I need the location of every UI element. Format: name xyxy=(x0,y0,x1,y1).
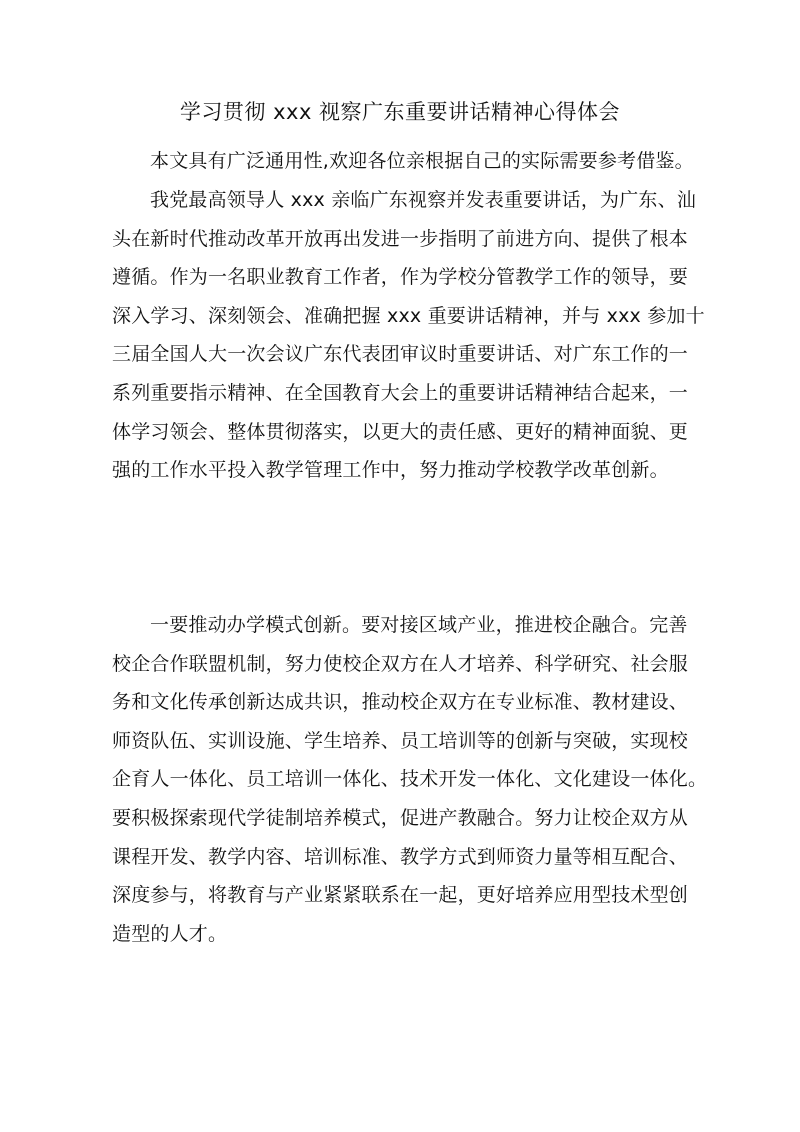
paragraph-line: 深度参与，将教育与产业紧紧联系在一起，更好培养应用型技术型创 xyxy=(112,884,689,907)
paragraph-line: 遵循。作为一名职业教育工作者，作为学校分管教学工作的领导，要 xyxy=(112,266,689,289)
paragraph-2 xyxy=(112,606,708,953)
paragraph-line: 造型的人才。 xyxy=(112,922,228,945)
paragraph-line: 体学习领会、整体贯彻落实，以更大的责任感、更好的精神面貌、更 xyxy=(112,420,689,443)
paragraph-1 xyxy=(112,181,705,490)
paragraph-line: 深入学习、深刻领会、准确把握 xxx 重要讲话精神，并与 xxx 参加十 xyxy=(112,304,705,327)
paragraph-line: 要积极探索现代学徒制培养模式，促进产教融合。努力让校企双方从 xyxy=(112,806,689,829)
paragraph-line: 系列重要指示精神、在全国教育大会上的重要讲话精神结合起来，一 xyxy=(112,381,689,404)
paragraph-line: 强的工作水平投入教学管理工作中，努力推动学校教学改革创新。 xyxy=(112,459,669,482)
paragraph-line: 校企合作联盟机制，努力使校企双方在人才培养、科学研究、社会服 xyxy=(112,652,689,675)
intro-line: 本文具有广泛通用性,欢迎各位亲根据自己的实际需要参考借鉴。 xyxy=(150,150,694,172)
intro-paragraph xyxy=(112,142,738,181)
paragraph-line: 课程开发、教学内容、培训标准、教学方式到师资力量等相互配合、 xyxy=(112,845,689,868)
paragraph-line: 我党最高领导人 xxx 亲临广东视察并发表重要讲话，为广东、汕 xyxy=(150,189,697,211)
paragraph-line: 务和文化传承创新达成共识，推动校企双方在专业标准、教材建设、 xyxy=(112,691,689,714)
paragraph-line: 三届全国人大一次会议广东代表团审议时重要讲话、对广东工作的一 xyxy=(112,343,689,366)
paragraph-line: 企育人一体化、员工培训一体化、技术开发一体化、文化建设一体化。 xyxy=(112,768,708,791)
paragraph-line: 头在新时代推动改革开放再出发进一步指明了前进方向、提供了根本 xyxy=(112,227,689,250)
document-title: 学习贯彻 xxx 视察广东重要讲话精神心得体会 xyxy=(179,100,621,124)
paragraph-line: 一要推动办学模式创新。要对接区域产业，推进校企融合。完善 xyxy=(150,614,688,636)
paragraph-line: 师资队伍、实训设施、学生培养、员工培训等的创新与突破，实现校 xyxy=(112,729,689,752)
